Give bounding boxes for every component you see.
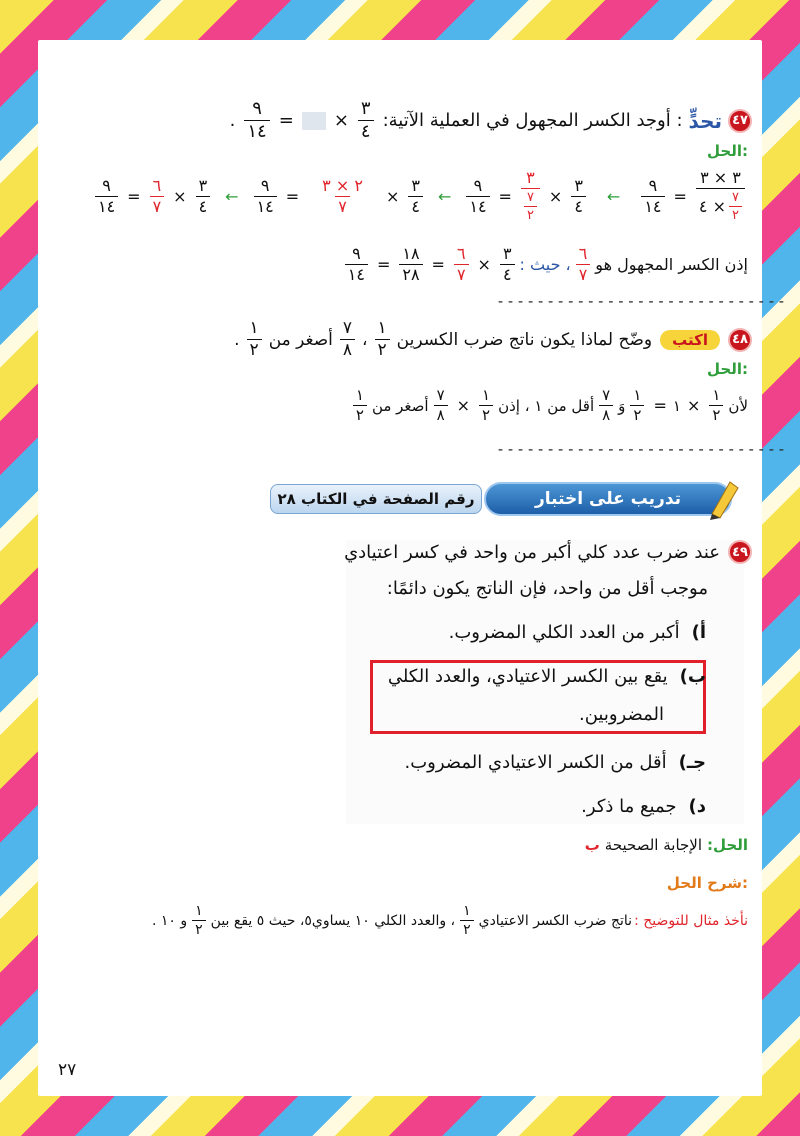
step3-r: $\frac{٩}{١٤}$ <box>254 178 277 215</box>
q48-text-post: أصغر من <box>268 329 333 350</box>
page-reference-pill: رقم الصفحة في الكتاب ٢٨ <box>270 484 482 514</box>
q47-question-text: : أوجد الكسر المجهول في العملية الآتية: <box>382 110 683 131</box>
conc-a: $\frac{٣}{٤}$ <box>500 246 515 283</box>
example-text-3: و ١٠ . <box>151 912 188 929</box>
q47-frac-9-14: $\frac{٩}{١٤}$ <box>244 100 269 141</box>
example-half-frac-2: $\frac{١}{٢}$ <box>192 904 206 937</box>
option-b-text: يقع بين الكسر الاعتيادي، والعدد الكلي <box>387 666 668 687</box>
step3-a: $\frac{٣}{٤}$ <box>408 178 423 215</box>
q49-line1 <box>344 540 752 564</box>
step4-a: $\frac{٣}{٤}$ <box>196 178 211 215</box>
q48-number-badge: ٤٨ <box>728 328 752 352</box>
step2-b: $\frac{٣}{\frac{٧}{٢}}$ <box>521 170 540 222</box>
step1-lhs: ٣ × ٣ $\frac{٧}{٢}$ × ٤ <box>696 170 745 222</box>
example-label: نأخذ مثال للتوضيح : <box>634 912 748 929</box>
option-d-text: جميع ما ذكر. <box>581 796 677 817</box>
q49-solution-label: الحل: <box>707 836 748 854</box>
step3-b: $\frac{٢ \times ٣}{٧}$ <box>322 175 363 216</box>
q48-frac-half-2: $\frac{١}{٢}$ <box>247 320 262 359</box>
q48-solution-row: لأن $\frac{١}{٢}$ × ١ = $\frac{١}{٢}$ وَ $\frac{٧}{٨}$ أقل من ١ ، إذن $\frac{١}{٢}$ × $\frac{٧}{٨}$ أصغر من $\frac{١}{٢}$ <box>350 388 748 423</box>
example-line <box>152 904 748 937</box>
conc-b: $\frac{٦}{٧}$ <box>454 246 469 283</box>
step1-rhs: $\frac{٩}{١٤}$ <box>641 178 664 215</box>
conc-r2: $\frac{٩}{١٤}$ <box>345 246 368 283</box>
sol-half-3: $\frac{١}{٢}$ <box>479 388 493 423</box>
sol-seven-eighths-2: $\frac{٧}{٨}$ <box>434 388 448 423</box>
q47-tag: تحدٍّ <box>688 108 722 133</box>
q47-header <box>230 100 752 141</box>
test-practice-banner <box>270 478 740 520</box>
pencil-icon <box>706 478 740 520</box>
example-text-2: ، والعدد الكلي ١٠ يساوي٥، حيث ٥ يقع بين <box>210 912 456 929</box>
answer-text: الإجابة الصحيحة <box>604 836 703 854</box>
q48-question-text: وضّح لماذا يكون ناتج ضرب الكسرين <box>396 329 653 350</box>
conc-r1: $\frac{١٨}{٢٨}$ <box>399 246 422 283</box>
q49-answer-line <box>585 836 748 854</box>
option-a[interactable] <box>449 622 706 643</box>
conclusion-frac: $\frac{٦}{٧}$ <box>576 246 591 283</box>
separator-dashes-2: ----------------------------- <box>496 440 787 458</box>
q49-stem-line1: عند ضرب عدد كلي أكبر من واحد في كسر اعتيادي <box>344 541 720 563</box>
less-than-one-text: أقل من ١ ، إذن <box>498 396 595 415</box>
times-sign: × <box>333 110 349 131</box>
step4-b: $\frac{٦}{٧}$ <box>150 178 165 215</box>
page-number: ٢٧ <box>58 1060 77 1080</box>
option-c-letter: جـ) <box>678 752 706 773</box>
because-text: لأن <box>728 396 748 415</box>
period: . <box>229 110 236 131</box>
arrow-icon: ← <box>225 186 239 206</box>
option-b[interactable] <box>388 666 706 687</box>
answer-letter: ب <box>584 836 600 854</box>
q48-solution-label: الحل: <box>707 360 748 378</box>
explanation-label: شرح الحل: <box>666 874 748 892</box>
option-b-letter: ب) <box>679 666 706 687</box>
q49-stem-line2: موجب أقل من واحد، فإن الناتج يكون دائمًا: <box>386 578 708 599</box>
smaller-text: أصغر من <box>371 396 429 415</box>
one-value: ١ <box>672 396 681 415</box>
since-word: ، حيث : <box>519 255 571 274</box>
sol-half-1: $\frac{١}{٢}$ <box>709 388 723 423</box>
q47-frac-3-4: $\frac{٣}{٤}$ <box>358 100 374 141</box>
conclusion-text: إذن الكسر المجهول هو <box>595 255 748 274</box>
option-c-text: أقل من الكسر الاعتيادي المضروب. <box>404 752 667 773</box>
step2-a: $\frac{٣}{٤}$ <box>571 178 586 215</box>
q47-steps-row: ٣ × ٣ $\frac{٧}{٢}$ × ٤ = $\frac{٩}{١٤}$ ← $\frac{٣}{٤}$ × $\frac{٣}{\frac{٧}{٢}}$ = $\frac{٩}{١٤}$ ← $\frac{٣}{٤}$ × $\frac{٢ \times ٣}{٧}$ = $\frac{٩}{١٤}$ ← $\frac{٣}{٤}$ × $\frac{٦}{٧}$ = $\frac{٩}{١٤}$ <box>92 170 748 222</box>
option-d[interactable] <box>581 796 706 817</box>
arrow-icon: ← <box>606 186 621 206</box>
step2-r: $\frac{٩}{١٤}$ <box>466 178 489 215</box>
step4-r: $\frac{٩}{١٤}$ <box>95 178 118 215</box>
equals-sign: = <box>278 110 294 131</box>
q47-conclusion: إذن الكسر المجهول هو $\frac{٦}{٧}$ ، حيث : $\frac{٣}{٤}$ × $\frac{٦}{٧}$ = $\frac{١٨}{٢٨}$ = $\frac{٩}{١٤}$ <box>342 246 748 283</box>
q48-frac-half: $\frac{١}{٢}$ <box>375 320 390 359</box>
q49-number-badge: ٤٩ <box>728 540 752 564</box>
option-d-letter: د) <box>688 796 706 817</box>
example-half-frac: $\frac{١}{٢}$ <box>460 904 474 937</box>
q48-header: ٤٨ اكتب وضّح لماذا يكون ناتج ضرب الكسرين $\frac{١}{٢}$ ، $\frac{٧}{٨}$ أصغر من $\frac{١}{٢}$ . <box>234 320 752 359</box>
q47-number-badge: ٤٧ <box>728 109 752 133</box>
arrow-icon: ← <box>437 186 452 206</box>
unknown-box <box>302 112 326 130</box>
q48-tag: اكتب <box>660 330 720 350</box>
test-practice-pill: تدريب على اختبار <box>484 482 732 516</box>
sol-half-2: $\frac{١}{٢}$ <box>630 388 644 423</box>
sol-seven-eighths: $\frac{٧}{٨}$ <box>599 388 613 423</box>
example-text-1: ناتج ضرب الكسر الاعتيادي <box>478 912 633 929</box>
option-c[interactable] <box>405 752 707 773</box>
q48-frac-7-8: $\frac{٧}{٨}$ <box>340 320 355 359</box>
option-b-text-line2: المضروبين. <box>579 704 664 725</box>
option-a-letter: أ) <box>691 622 706 643</box>
and-text: وَ <box>618 396 626 415</box>
option-a-text: أكبر من العدد الكلي المضروب. <box>448 622 680 643</box>
sol-half-4: $\frac{١}{٢}$ <box>353 388 367 423</box>
q47-solution-label: الحل: <box>707 142 748 160</box>
separator-dashes: ----------------------------- <box>496 292 787 310</box>
